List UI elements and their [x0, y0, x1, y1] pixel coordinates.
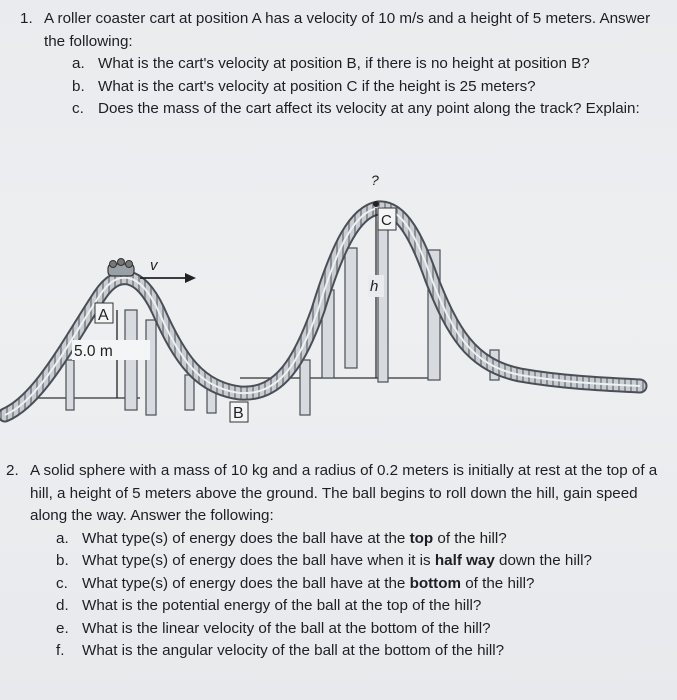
question-1-intro: A roller coaster cart at position A has a velocity of 10 m/s and a height of 5 meters. Answer the following:: [44, 10, 651, 50]
part-letter: c.: [56, 574, 68, 592]
question-2-intro: A solid sphere with a mass of 10 kg and a radius of 0.2 meters is initially at rest at the top of a hill, a height of 5 meters above the ground. The ball begins to roll down the hill, gain speed along the way. Answer the following:: [30, 462, 658, 524]
question-2: [6, 460, 674, 663]
roller-coaster-diagram: [0, 160, 677, 460]
part-text: What is the cart's velocity at position B, if there is no height at position B?: [98, 55, 590, 72]
label-a: A: [98, 307, 109, 324]
part-text: What type(s) of energy does the ball have at the bottom of the hill?: [82, 574, 535, 592]
velocity-arrowhead: [185, 273, 196, 283]
velocity-label: v: [150, 257, 158, 274]
part-text: What type(s) of energy does the ball have when it is half way down the hill?: [82, 552, 592, 569]
part-letter: f.: [56, 642, 65, 659]
question-2-part-a: [6, 528, 674, 551]
unknown-label: ?: [371, 172, 379, 188]
part-text: What is the cart's velocity at position C if the height is 25 meters?: [98, 77, 536, 95]
height-label: 5.0 m: [74, 343, 113, 360]
question-2-part-f: [6, 640, 674, 663]
question-1-number: 1.: [20, 10, 33, 27]
question-2-part-c: [6, 573, 674, 596]
part-text: What is the linear velocity of the ball at the bottom of the hill?: [82, 619, 491, 637]
part-letter: c.: [72, 100, 84, 117]
coaster-cart: [108, 259, 134, 277]
question-1: [20, 8, 670, 121]
part-letter: d.: [56, 597, 69, 614]
part-letter: e.: [56, 619, 69, 637]
question-1-part-b: [20, 76, 670, 99]
question-2-part-d: [6, 595, 674, 618]
part-text: What is the potential energy of the ball at the top of the hill?: [82, 597, 482, 614]
question-1-part-c: [20, 98, 670, 121]
part-letter: b.: [56, 552, 69, 569]
question-1-part-a: [20, 53, 670, 76]
part-text: What is the angular velocity of the ball at the bottom of the hill?: [82, 642, 505, 659]
label-c: C: [381, 212, 392, 229]
question-2-part-b: [6, 550, 674, 573]
part-text: Does the mass of the cart affect its velocity at any point along the track? Explain:: [98, 100, 640, 117]
part-letter: a.: [72, 55, 85, 72]
position-c-dot: [373, 201, 379, 207]
part-text: What type(s) of energy does the ball have at the top of the hill?: [82, 529, 507, 547]
h-label: h: [370, 278, 379, 295]
question-2-part-e: [6, 618, 674, 641]
part-letter: a.: [56, 529, 69, 547]
question-2-number: 2.: [6, 462, 19, 479]
label-b: B: [233, 405, 244, 422]
part-letter: b.: [72, 77, 85, 95]
